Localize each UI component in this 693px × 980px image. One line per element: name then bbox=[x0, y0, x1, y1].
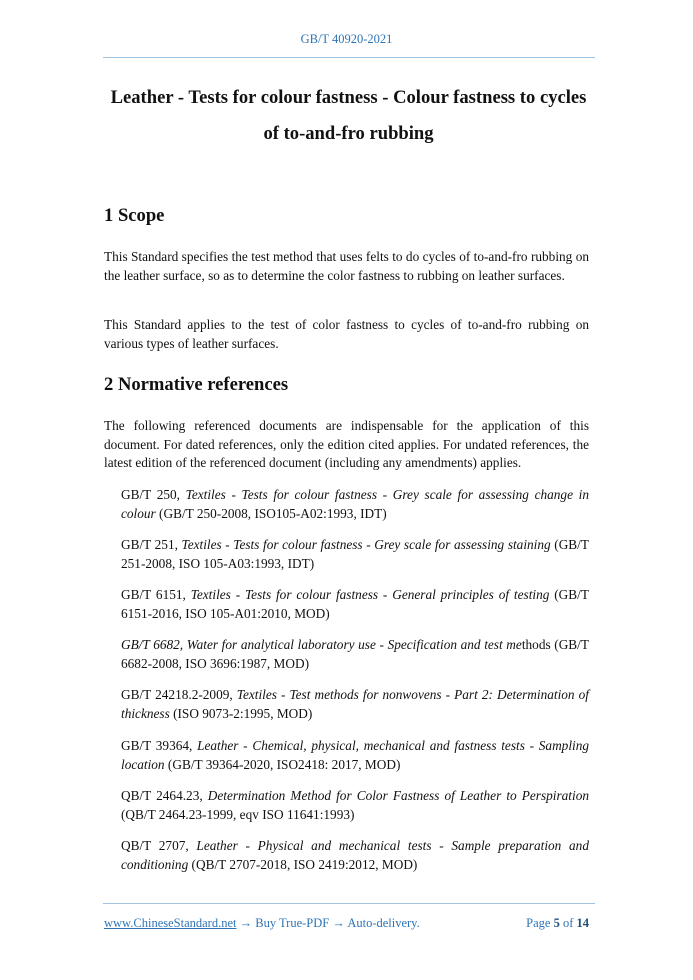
reference-title: Textiles - Tests for colour fastness - General principles of testing bbox=[190, 587, 550, 602]
reference-details: (ISO 9073-2:1995, MOD) bbox=[169, 705, 313, 721]
reference-item bbox=[121, 787, 589, 824]
section-heading-normative-references: 2 Normative references bbox=[104, 374, 289, 395]
page-label: Page bbox=[526, 916, 554, 930]
current-page-number: 5 bbox=[553, 916, 560, 930]
reference-title: Textiles - Tests for colour fastness - Grey scale for assessing change in colour bbox=[121, 487, 589, 521]
section-heading-scope: 1 Scope bbox=[104, 205, 165, 226]
title-line-2: of to-and-fro rubbing bbox=[263, 123, 434, 144]
arrow-right-icon: → bbox=[329, 916, 348, 930]
document-title bbox=[100, 80, 597, 152]
reference-code: GB/T 251, bbox=[121, 537, 182, 552]
scope-paragraph-2: This Standard applies to the test of color fastness to cycles of to-and-fro rubbing on various types of leather surfaces. bbox=[104, 317, 589, 351]
reference-item bbox=[121, 486, 589, 523]
reference-code: QB/T 2464.23, bbox=[121, 788, 208, 803]
footer-divider bbox=[103, 903, 595, 904]
reference-details: (GB/T 251-2008, ISO 105-A03:1993, IDT) bbox=[121, 537, 589, 571]
reference-code: GB/T 6151, bbox=[121, 587, 191, 602]
reference-title: Determination Method for Color Fastness of Leather to Perspiration bbox=[207, 788, 589, 803]
reference-code: QB/T 2707, bbox=[121, 838, 197, 853]
page-header-code: GB/T 40920-2021 bbox=[300, 32, 393, 46]
scope-paragraph-1: This Standard specifies the test method that uses felts to do cycles of to-and-fro rubbing on the leather surface, so as to determine the color fastness to rubbing on leather surfaces. bbox=[104, 249, 589, 283]
reference-details: thods (GB/T 6682-2008, ISO 3696:1987, MOD) bbox=[121, 637, 589, 671]
footer-links bbox=[104, 916, 420, 931]
title-line-1: Leather - Tests for colour fastness - Colour fastness to cycles bbox=[110, 87, 587, 108]
buy-true-pdf-link[interactable]: Buy True-PDF bbox=[255, 916, 330, 930]
normative-intro-paragraph: The following referenced documents are indispensable for the application of this document. For dated references, only the edition cited applies. For undated references, the latest edition of the referenced document (including any amendments) applies. bbox=[104, 418, 589, 470]
reference-title: Textiles - Test methods for nonwovens - Part 2: Determination of thickness bbox=[121, 687, 589, 721]
reference-item bbox=[121, 837, 589, 874]
header-divider bbox=[103, 57, 595, 58]
arrow-right-icon: → bbox=[236, 916, 256, 930]
reference-item bbox=[121, 686, 589, 723]
reference-item bbox=[121, 636, 589, 673]
reference-details: (QB/T 2464.23-1999, eqv ISO 11641:1993) bbox=[121, 806, 355, 822]
reference-item bbox=[121, 536, 589, 573]
of-label: of bbox=[559, 916, 577, 930]
website-link[interactable]: www.ChineseStandard.net bbox=[104, 916, 237, 930]
page-indicator bbox=[526, 916, 589, 931]
auto-delivery-text: Auto-delivery. bbox=[347, 916, 420, 930]
reference-code: GB/T 39364, bbox=[121, 738, 198, 753]
reference-details: (GB/T 39364-2020, ISO2418: 2017, MOD) bbox=[164, 756, 401, 772]
reference-title: Leather - Physical and mechanical tests - Sample preparation and conditioning bbox=[121, 838, 589, 872]
reference-item bbox=[121, 586, 589, 623]
reference-code: GB/T 24218.2-2009, bbox=[121, 687, 237, 702]
reference-title: Leather - Chemical, physical, mechanical and fastness tests - Sampling location bbox=[121, 738, 590, 772]
reference-details: (GB/T 6151-2016, ISO 105-A01:2010, MOD) bbox=[121, 587, 589, 621]
total-pages-number: 14 bbox=[576, 916, 589, 930]
reference-item bbox=[121, 737, 589, 774]
reference-details: (GB/T 250-2008, ISO105-A02:1993, IDT) bbox=[155, 505, 387, 521]
reference-code: GB/T 250, bbox=[121, 487, 186, 502]
reference-title: Textiles - Tests for colour fastness - Grey scale for assessing staining bbox=[181, 537, 551, 552]
reference-title: GB/T 6682, Water for analytical laboratory use - Specification and test me bbox=[121, 637, 522, 652]
reference-details: (QB/T 2707-2018, ISO 2419:2012, MOD) bbox=[188, 856, 418, 872]
